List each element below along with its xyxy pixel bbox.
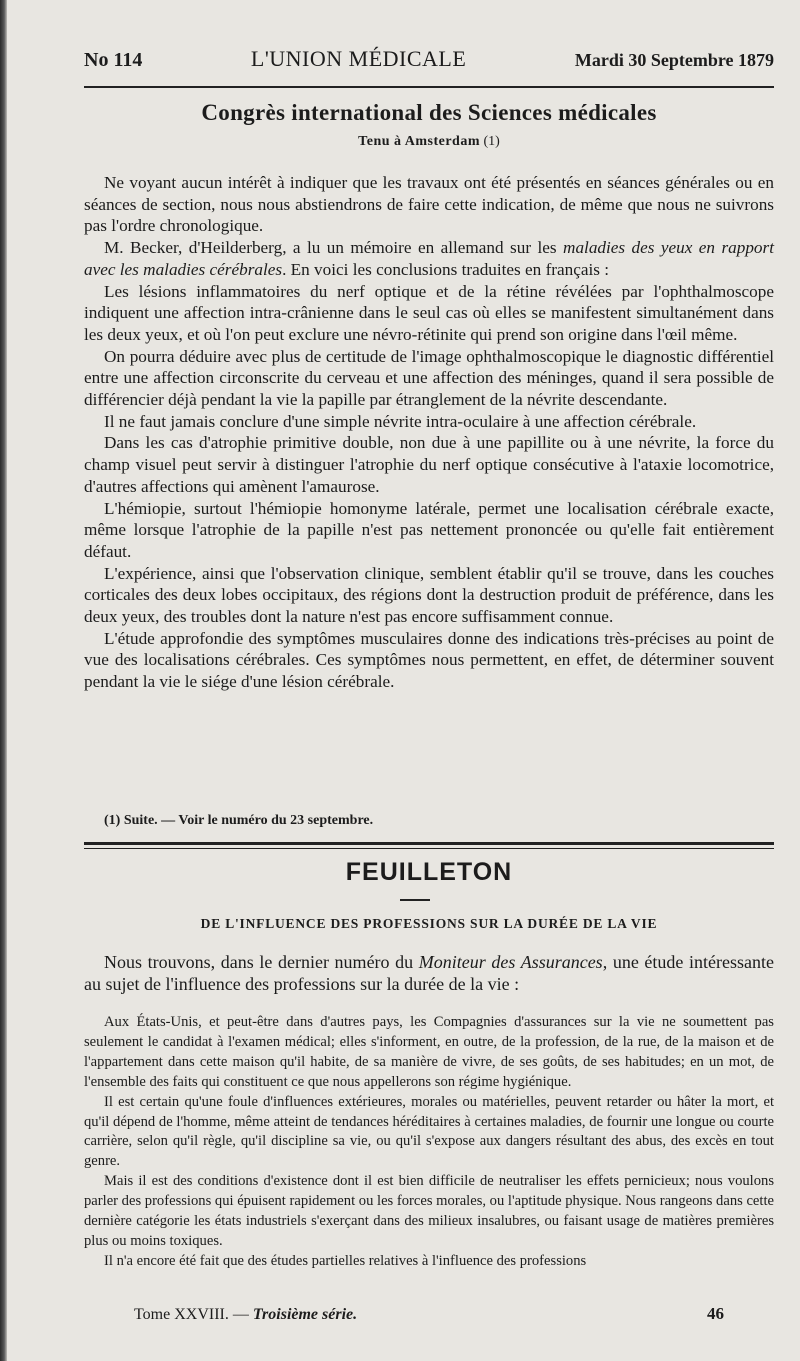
- journal-title: L'UNION MÉDICALE: [250, 46, 467, 71]
- feuilleton-rule: [400, 899, 430, 901]
- subtitle-text: Tenu à Amsterdam: [358, 134, 480, 149]
- text-run: , une étude intéressante au sujet de l'influence des professions sur la durée de la vie :: [84, 952, 774, 994]
- paragraph: [84, 951, 774, 995]
- paragraph: Il est certain qu'une foule d'influences extérieures, morales ou matérielles, peuvent retarder ou hâter la mort, et qu'il dépend de l'homme, même atteint de tendances héréditaires à certaines maladies, de fournir une longue ou courte carrière, selon qu'il règle, qu'il discipline sa vie, ou qu'il s'expose aux dangers résultant des abus, des excès en tout genre.: [84, 1093, 774, 1170]
- text-run: Nous trouvons, dans le dernier numéro du: [104, 952, 419, 972]
- article-subtitle: [84, 134, 774, 150]
- feuilleton-title: FEUILLETON: [345, 858, 513, 886]
- italic-text: maladies des yeux en rapport avec les maladies cérébrales: [84, 238, 774, 279]
- feuilleton-intro: [84, 951, 774, 995]
- paragraph: L'expérience, ainsi que l'observation clinique, semblent établir qu'il se trouve, dans les couches corticales des deux lobes occipitaux, des régions dont la destruction produit de préférence, dans les deux yeux, des troubles dont la nature n'est pas encore suffisamment connue.: [84, 563, 774, 627]
- binding-edge: [0, 0, 7, 1361]
- text-run: . En voici les conclusions traduites en français :: [282, 259, 610, 279]
- paragraph: Aux États-Unis, et peut-être dans d'autres pays, les Compagnies d'assurances sur la vie ne soumettent pas seulement le candidat à l'examen médical; elles s'informent, en outre, de la profession, de la rue, de la maison et de l'appartement dans cette maison qu'il habite, de sa manière de vivre, de ses goûts, de ses habitudes; en un mot, de l'ensemble des faits qui constituent ce que nous appellerons son régime hygiénique.: [84, 1014, 774, 1090]
- paragraph: L'étude approfondie des symptômes musculaires donne des indications très-précises au point de vue des localisations cérébrales. Ces symptômes nous permettent, en effet, de déterminer souvent pendant la vie le siége d'une lésion cérébrale.: [84, 628, 774, 692]
- dash: —: [228, 1306, 253, 1323]
- paragraph: Dans les cas d'atrophie primitive double, non due à une papillite ou à une névrite, la force du champ visuel peut servir à distinguer l'atrophie du nerf optique consécutive à l'ataxie locomotrice, d'autres affections qui amènent l'amaurose.: [84, 433, 774, 496]
- text-run: M. Becker, d'Heilderberg, a lu un mémoire en allemand sur les: [104, 238, 564, 258]
- section-rule-thin: [84, 848, 774, 849]
- italic-text: Moniteur des Assurances: [418, 952, 603, 972]
- paragraph: Les lésions inflammatoires du nerf optique et de la rétine révélées par l'ophthalmoscope indiquent une affection intra-crânienne dans le seul cas où elles se manifestent simultanément dans les deux yeux, et où l'on peut exclure une névro-rétinite qui prend son origine dans l'œil même.: [84, 281, 774, 344]
- volume-info: [134, 1306, 357, 1324]
- feuilleton-quote: [84, 1013, 774, 1272]
- issue-date: Mardi 30 Septembre 1879: [574, 50, 774, 70]
- article-title: Congrès international des Sciences médicales: [201, 100, 657, 125]
- paragraph: L'hémiopie, surtout l'hémiopie homonyme latérale, permet une localisation cérébrale exacte, même lorsque l'atrophie de la papille n'est pas nettement prononcée ou qu'elle fait entièrement défaut.: [84, 498, 774, 561]
- footnote-ref: (1): [480, 134, 500, 149]
- paragraph: [84, 237, 774, 280]
- paragraph: Il n'a encore été fait que des études partielles relatives à l'influence des professions: [104, 1252, 587, 1269]
- feuilleton-heading: DE L'INFLUENCE DES PROFESSIONS SUR LA DURÉE DE LA VIE: [200, 916, 658, 931]
- article-body: [84, 172, 774, 693]
- paragraph: Ne voyant aucun intérêt à indiquer que les travaux ont été présentés en séances générales ou en séances de section, nous nous abstiendrons de faire cette indication, de même que nous ne suivrons pas l'ordre chronologique.: [84, 173, 774, 236]
- running-header: [84, 46, 774, 80]
- issue-number: No 114: [84, 49, 143, 71]
- header-rule: [84, 86, 774, 88]
- paragraph: Mais il est des conditions d'existence dont il est bien difficile de neutraliser les effets pernicieux; nous voulons parler des professions qui épuisent rapidement ou les forces morales, ou l'aptitude physique. Nous rangeons dans cette dernière catégorie les états industriels s'exerçant dans des milieux insalubres, ou faisant usage de matières premières plus ou moins toxiques.: [84, 1173, 774, 1249]
- page-number: 46: [707, 1304, 724, 1323]
- volume: Tome XXVIII.: [134, 1306, 229, 1323]
- section-rule-thick: [84, 842, 774, 845]
- page-footer: [134, 1304, 724, 1324]
- series: Troisième série.: [252, 1306, 358, 1323]
- paragraph: Il ne faut jamais conclure d'une simple névrite intra-oculaire à une affection cérébrale.: [104, 411, 697, 431]
- footnote: (1) Suite. — Voir le numéro du 23 septembre.: [104, 813, 374, 828]
- paragraph: On pourra déduire avec plus de certitude de l'image ophthalmoscopique le diagnostic différentiel entre une affection circonscrite du cerveau et une affection des méninges, quand il sera possible de différencier déjà pendant la vie la papille par étranglement de la névrite descendante.: [84, 346, 774, 410]
